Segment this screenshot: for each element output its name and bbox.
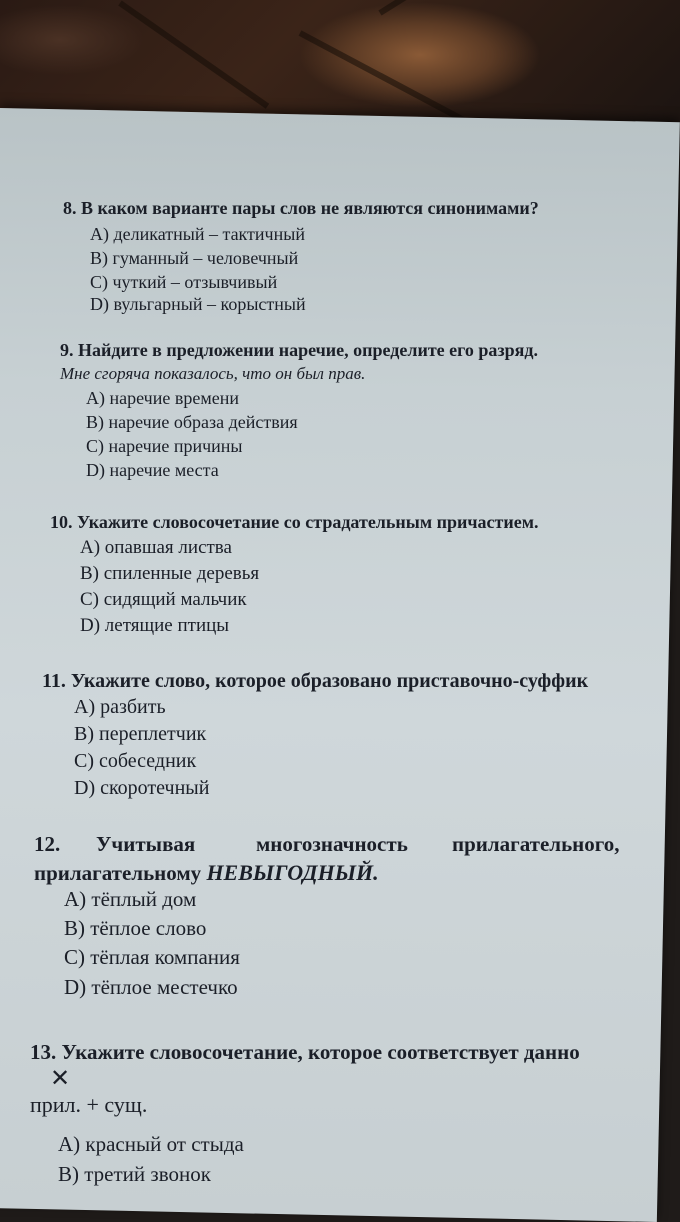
question-heading-word: прилагательного, [452,832,620,856]
answer-option: А) опавшая листва [80,537,232,558]
answer-option: С) наречие причины [86,436,243,456]
answer-option: А) наречие времени [86,388,239,408]
question-number: 12. [34,832,61,856]
answer-option: В) наречие образа действия [86,412,298,432]
question-heading: 10. Укажите словосочетание со страдательным причастием. [50,512,539,532]
example-sentence: Мне сгоряча показалось, что он был прав. [60,364,366,383]
answer-option: С) чуткий – отзывчивый [90,272,278,292]
answer-option: В) спиленные деревья [80,563,260,584]
question-heading-line2 [34,860,379,886]
answer-option: D) летящие птицы [80,615,230,636]
question-heading: 13. Укажите словосочетание, которое соответствует данно [30,1040,580,1064]
answer-option: В) гуманный – человечный [90,248,299,268]
answer-option: D) вульгарный – корыстный [90,294,306,314]
handwritten-x-mark: ✕ [50,1064,71,1092]
answer-option: В) переплетчик [74,723,207,745]
answer-option: D) тёплое местечко [64,975,238,999]
question-heading-word: многозначность [256,832,408,856]
pattern-text: прил. + сущ. [30,1092,148,1117]
question-heading: 9. Найдите в предложении наречие, определите его разряд. [60,340,538,360]
question-heading: 8. В каком варианте пары слов не являются синонимами? [63,198,539,218]
answer-option: D) скоротечный [74,777,210,799]
answer-option: А) красный от стыда [58,1132,244,1156]
answer-option: С) тёплая компания [64,945,240,969]
keyword: НЕВЫГОДНЫЙ. [206,860,379,885]
question-heading: 11. Укажите слово, которое образовано приставочно-суффик [42,670,589,692]
answer-option: D) наречие места [86,460,219,480]
question-heading-text: прилагательному [34,861,202,885]
answer-option: С) собеседник [74,750,197,772]
answer-option: А) деликатный – тактичный [90,224,305,244]
question-heading-word: Учитывая [96,832,196,856]
answer-option: А) тёплый дом [64,887,197,911]
answer-option: А) разбить [74,696,166,718]
answer-option: В) тёплое слово [64,916,207,940]
answer-option: С) сидящий мальчик [80,589,247,610]
answer-option: В) третий звонок [58,1162,211,1186]
